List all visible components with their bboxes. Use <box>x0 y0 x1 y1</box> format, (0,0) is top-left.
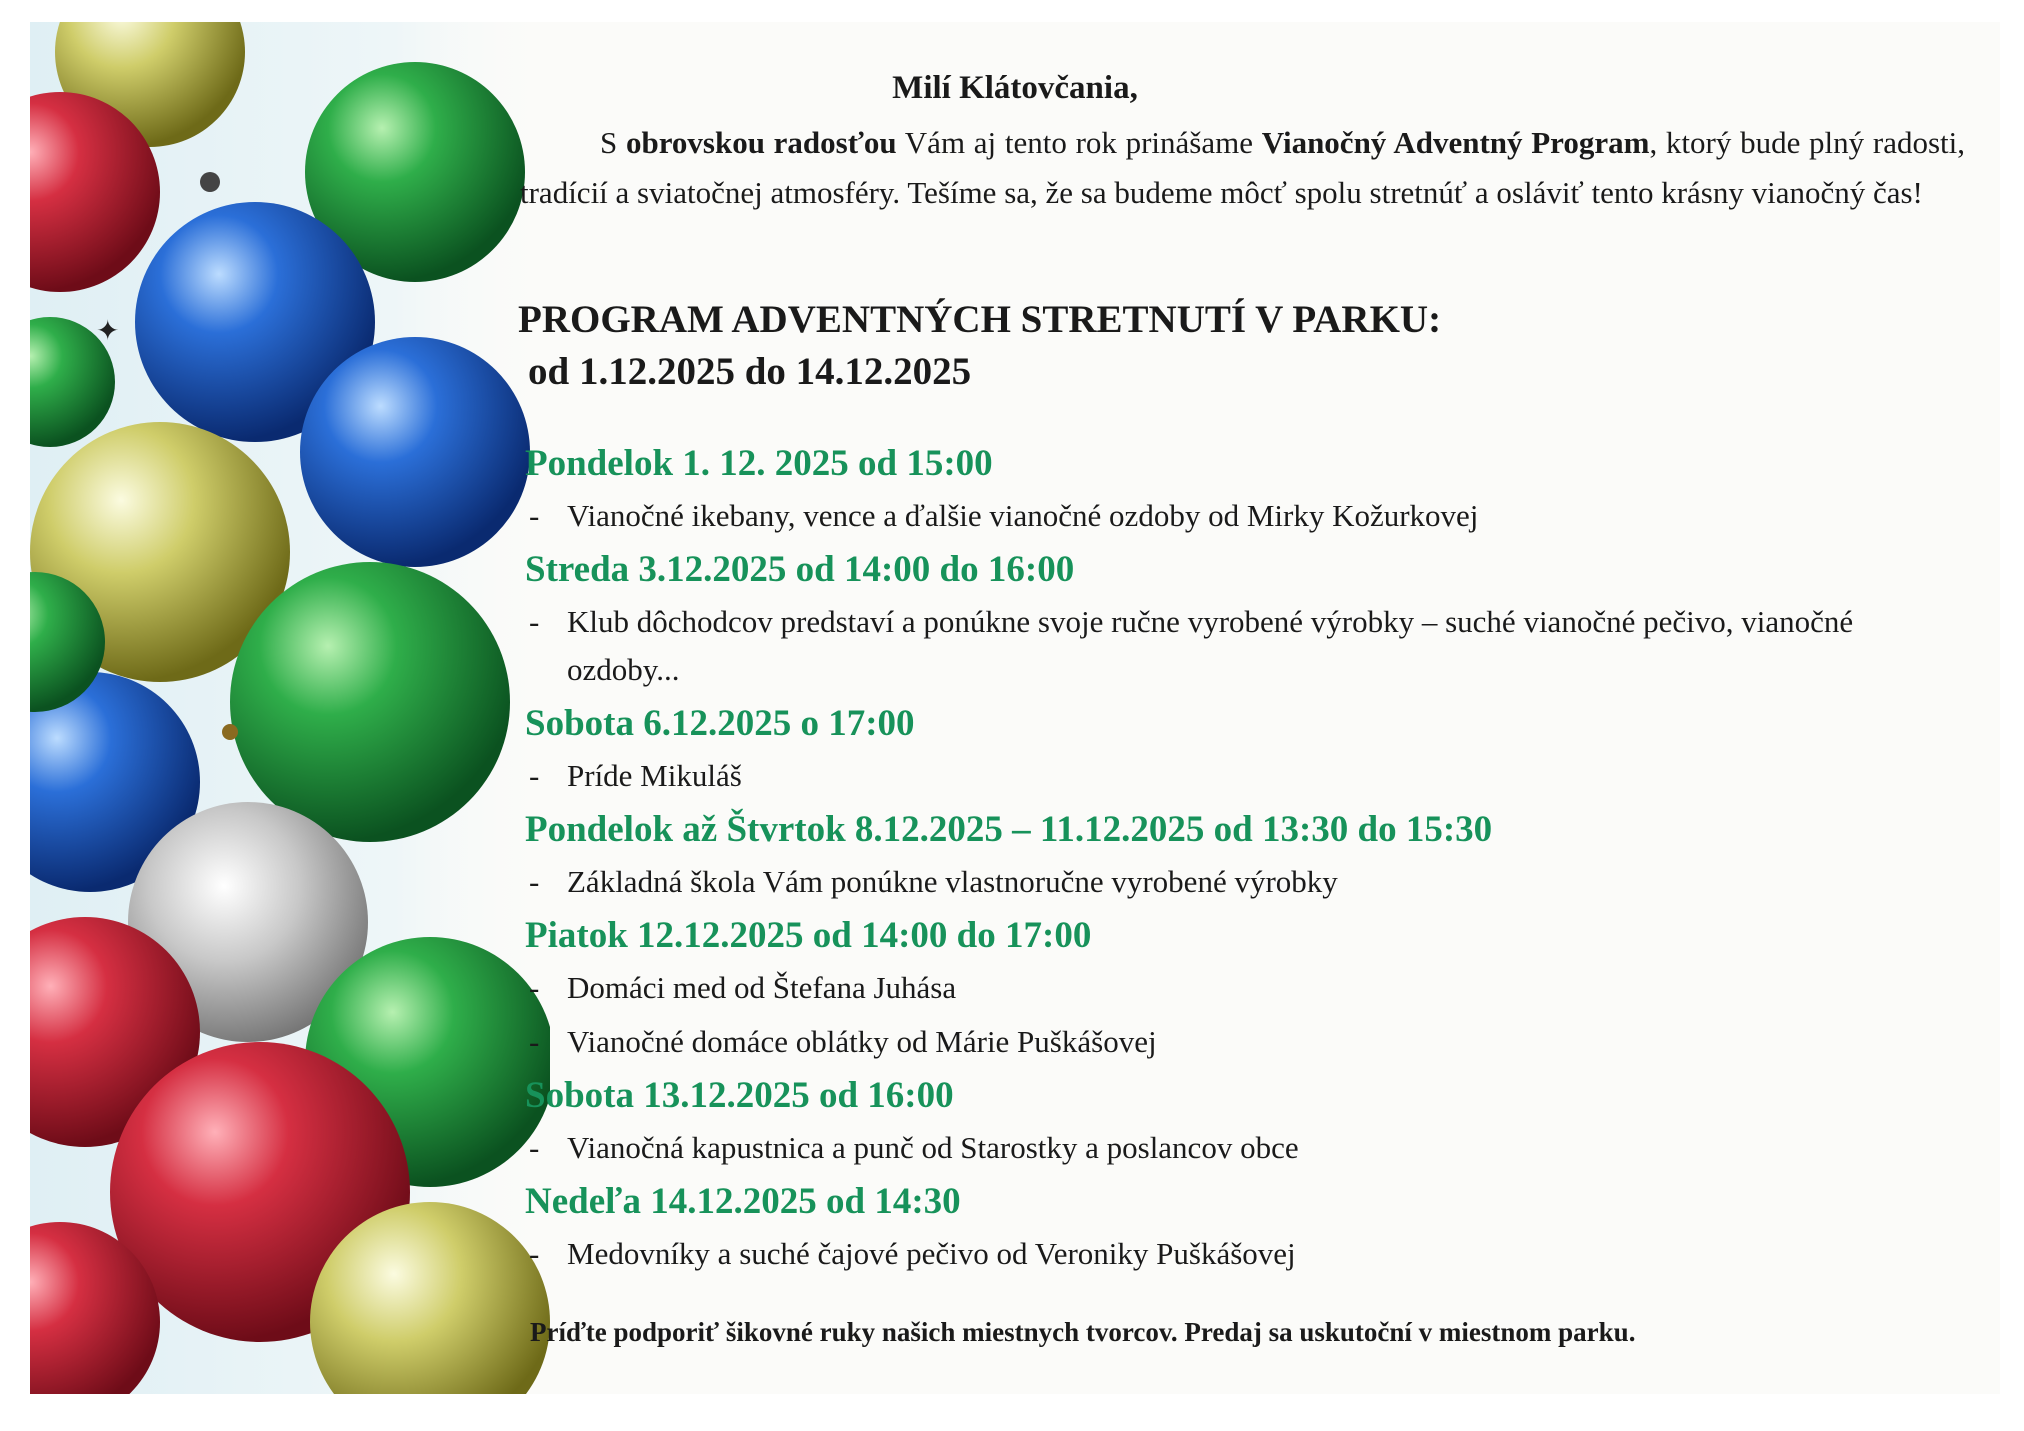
event-item: - Vianočné domáce oblátky od Márie Puškášovej <box>525 1018 1965 1066</box>
event-2 <box>525 546 1965 694</box>
flyer-text <box>30 22 2000 1394</box>
program-title: PROGRAM ADVENTNÝCH STRETNUTÍ V PARKU: <box>518 298 1442 341</box>
sparkle-icon: ✦ <box>96 316 120 347</box>
event-date: Streda 3.12.2025 od 14:00 do 16:00 <box>525 549 1075 590</box>
event-list <box>525 440 1965 1284</box>
program-heading <box>518 294 1441 398</box>
event-item: - Medovníky a suché čajové pečivo od Veroniky Puškášovej <box>525 1230 1965 1278</box>
flyer-page <box>30 22 2000 1394</box>
event-item: - Domáci med od Štefana Juhása <box>525 964 1965 1012</box>
event-date: Pondelok až Štvrtok 8.12.2025 – 11.12.2025 od 13:30 do 15:30 <box>525 809 1493 850</box>
intro-text: S <box>600 125 626 160</box>
event-item: - Základná škola Vám ponúkne vlastnoručne vyrobené výrobky <box>525 858 1965 906</box>
intro-text: Vám aj tento rok prinášame <box>896 125 1262 160</box>
event-6 <box>525 1072 1965 1172</box>
event-item: - Vianočné ikebany, vence a ďalšie vianočné ozdoby od Mirky Kožurkovej <box>525 492 1965 540</box>
event-date: Nedeľa 14.12.2025 od 14:30 <box>525 1181 961 1222</box>
event-date: Sobota 13.12.2025 od 16:00 <box>525 1075 954 1116</box>
intro-emphasis: Vianočný Adventný Program <box>1261 125 1650 160</box>
event-4 <box>525 806 1965 906</box>
event-item: - Klub dôchodcov predstaví a ponúkne svoje ručne vyrobené výrobky – suché vianočné pečivo, vianočné ozdoby... <box>525 598 1965 694</box>
event-item: - Príde Mikuláš <box>525 752 1965 800</box>
event-date: Piatok 12.12.2025 od 14:00 do 17:00 <box>525 915 1092 956</box>
footer-note: Príďte podporiť šikovné ruky našich miestnych tvorcov. Predaj sa uskutoční v miestnom parku. <box>530 1317 1636 1347</box>
program-dates: od 1.12.2025 do 14.12.2025 <box>528 350 972 393</box>
event-item: - Vianočná kapustnica a punč od Starostky a poslancov obce <box>525 1124 1965 1172</box>
event-3 <box>525 700 1965 800</box>
intro-text: , ktorý bude plný radosti, tradícií a sviatočnej atmosféry. Tešíme sa, že sa budeme môcť spolu stretnúť a osláviť tento krásny vianočný čas! <box>520 125 1965 210</box>
greeting: Milí Klátovčania, <box>892 70 1138 106</box>
event-7 <box>525 1178 1965 1278</box>
event-5 <box>525 912 1965 1066</box>
event-date: Sobota 6.12.2025 o 17:00 <box>525 703 915 744</box>
intro-emphasis: obrovskou radosťou <box>625 125 897 160</box>
event-1 <box>525 440 1965 540</box>
event-date: Pondelok 1. 12. 2025 od 15:00 <box>525 443 993 484</box>
intro-paragraph <box>520 118 1965 218</box>
